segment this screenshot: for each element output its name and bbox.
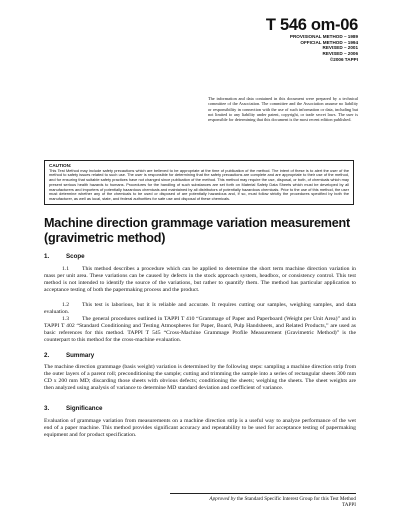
- section-title: Significance: [66, 405, 103, 412]
- section-title: Summary: [66, 352, 95, 359]
- revision-line: REVISED – 2001: [322, 45, 358, 51]
- caution-text: This Test Method may include safety precautions which are believed to be appropriate at the time of publication of the method. The intent of these is to alert the user of the method to safety issues related to such use. The user is responsible for determining that the safety precautions are complete and are appropriate to their use of the method, and for ensuring that suitable safety practices have not changed since publication of the method. This method may require the use, disposal, or both, of chemicals which may present serious health hazards to humans. Procedures for the handling of such substances are set forth on Material Safety Data Sheets which must be developed by all manufacturers and importers of potentially hazardous chemicals and maintained by all distributors of potentially hazardous chemicals. Prior to the use of this method, the user must determine whether any of the chemicals to be used or disposed of are potentially hazardous and, if so, must follow strictly the procedures specified by both the manufacturer, as well as local, state, and federal authorities for safe use and disposal of these chemicals.: [49, 167, 349, 202]
- paragraph-text: This test is laborious, but it is reliable and accurate. It requires cutting our samples, weighing samples, and data evaluation.: [44, 302, 356, 316]
- section-title: Scope: [66, 253, 85, 260]
- paragraph-significance: [44, 418, 356, 439]
- paragraph-number: 1.2: [62, 302, 70, 308]
- paragraph-text: The machine direction grammage (basis weight) variation is determined by the following steps: sampling a machine direction strip from the outer layers of a parent roll; preconditioning the sample; cutting and trimming the sample into a series of rectangular sheets 300 mm CD x 200 mm MD; discarding those sheets with obvious defects; conditioning the sheets; weighing the sheets. The sheet weights are then analyzed using analysis of variance to determine MD standard deviation and coefficient of variance.: [44, 364, 356, 392]
- revision-line: REVISED – 2006: [322, 51, 358, 57]
- copyright-line: ©2006 TAPPI: [329, 56, 358, 62]
- section-number: 1.: [44, 253, 50, 260]
- caution-box: [44, 160, 354, 205]
- approval-prefix: Approved by: [209, 496, 236, 502]
- paragraph-text: This method describes a procedure which can be applied to determine the short term machine direction variation in mass per unit area. These variations can be caused by defects in the stock approach system, headbox, or consistency control. This test method is not intended to identify the source of the variations, but rather to quantify them. The method has particular application to acceptance testing of both the papermaking process and the product.: [44, 266, 356, 294]
- approval-line: [209, 496, 356, 502]
- document-title: Machine direction grammage variation measurement (gravimetric method): [44, 216, 351, 245]
- paragraph-1-2: [44, 302, 356, 316]
- footer-divider: [170, 493, 356, 494]
- liability-disclaimer: The information and data contained in this document were prepared by a technical committee of the Association. The committee and the Association assume no liability or responsibility in connection with the use of such information or data, including but not limited to any liability under patent, copyright, or trade secret laws. The user is responsible for determining that this document is the most recent edition published.: [208, 96, 358, 123]
- method-header: [266, 16, 358, 63]
- section-heading-significance: [44, 405, 102, 412]
- section-number: 3.: [44, 405, 50, 412]
- caution-title: CAUTION:: [49, 163, 72, 168]
- paragraph-text: Evaluation of grammage variation from measurements on a machine direction strip is a useful way to analyze performance of the wet end of a paper machine. This method provides significant accuracy and repeatability to be used for acceptance testing of papermaking equipment and for product specification.: [44, 418, 356, 439]
- section-heading-summary: [44, 352, 94, 359]
- paragraph-1-3: [44, 316, 356, 344]
- paragraph-number: 1.3: [62, 316, 70, 322]
- footer-org: TAPPI: [342, 502, 356, 509]
- paragraph-1-1: [44, 266, 356, 294]
- revision-line: OFFICIAL METHOD – 1994: [300, 39, 358, 45]
- approval-rest: the Standard Specific Interest Group for this Test Method: [235, 496, 356, 502]
- paragraph-text: The general procedures outlined in TAPPI T 410 “Grammage of Paper and Paperboard (Weight per Unit Area)” and in TAPPI T 402 “Standard Conditioning and Testing Atmospheres for Paper, Board, Pulp Handsheets, and Related Products,” are used as basic references for this method. TAPPI T 545 “Cross-Machine Grammage Profile Measurement (Gravimetric Method)” is the counterpart to this method for the cross-machine evaluation.: [44, 316, 356, 344]
- revision-line: PROVISIONAL METHOD – 1989: [289, 34, 358, 39]
- paragraph-summary: [44, 364, 356, 392]
- footer-approval: [209, 496, 356, 509]
- section-heading-scope: [44, 253, 85, 260]
- paragraph-number: 1.1: [62, 266, 70, 272]
- section-number: 2.: [44, 352, 50, 359]
- method-number: T 546 om-06: [265, 16, 358, 34]
